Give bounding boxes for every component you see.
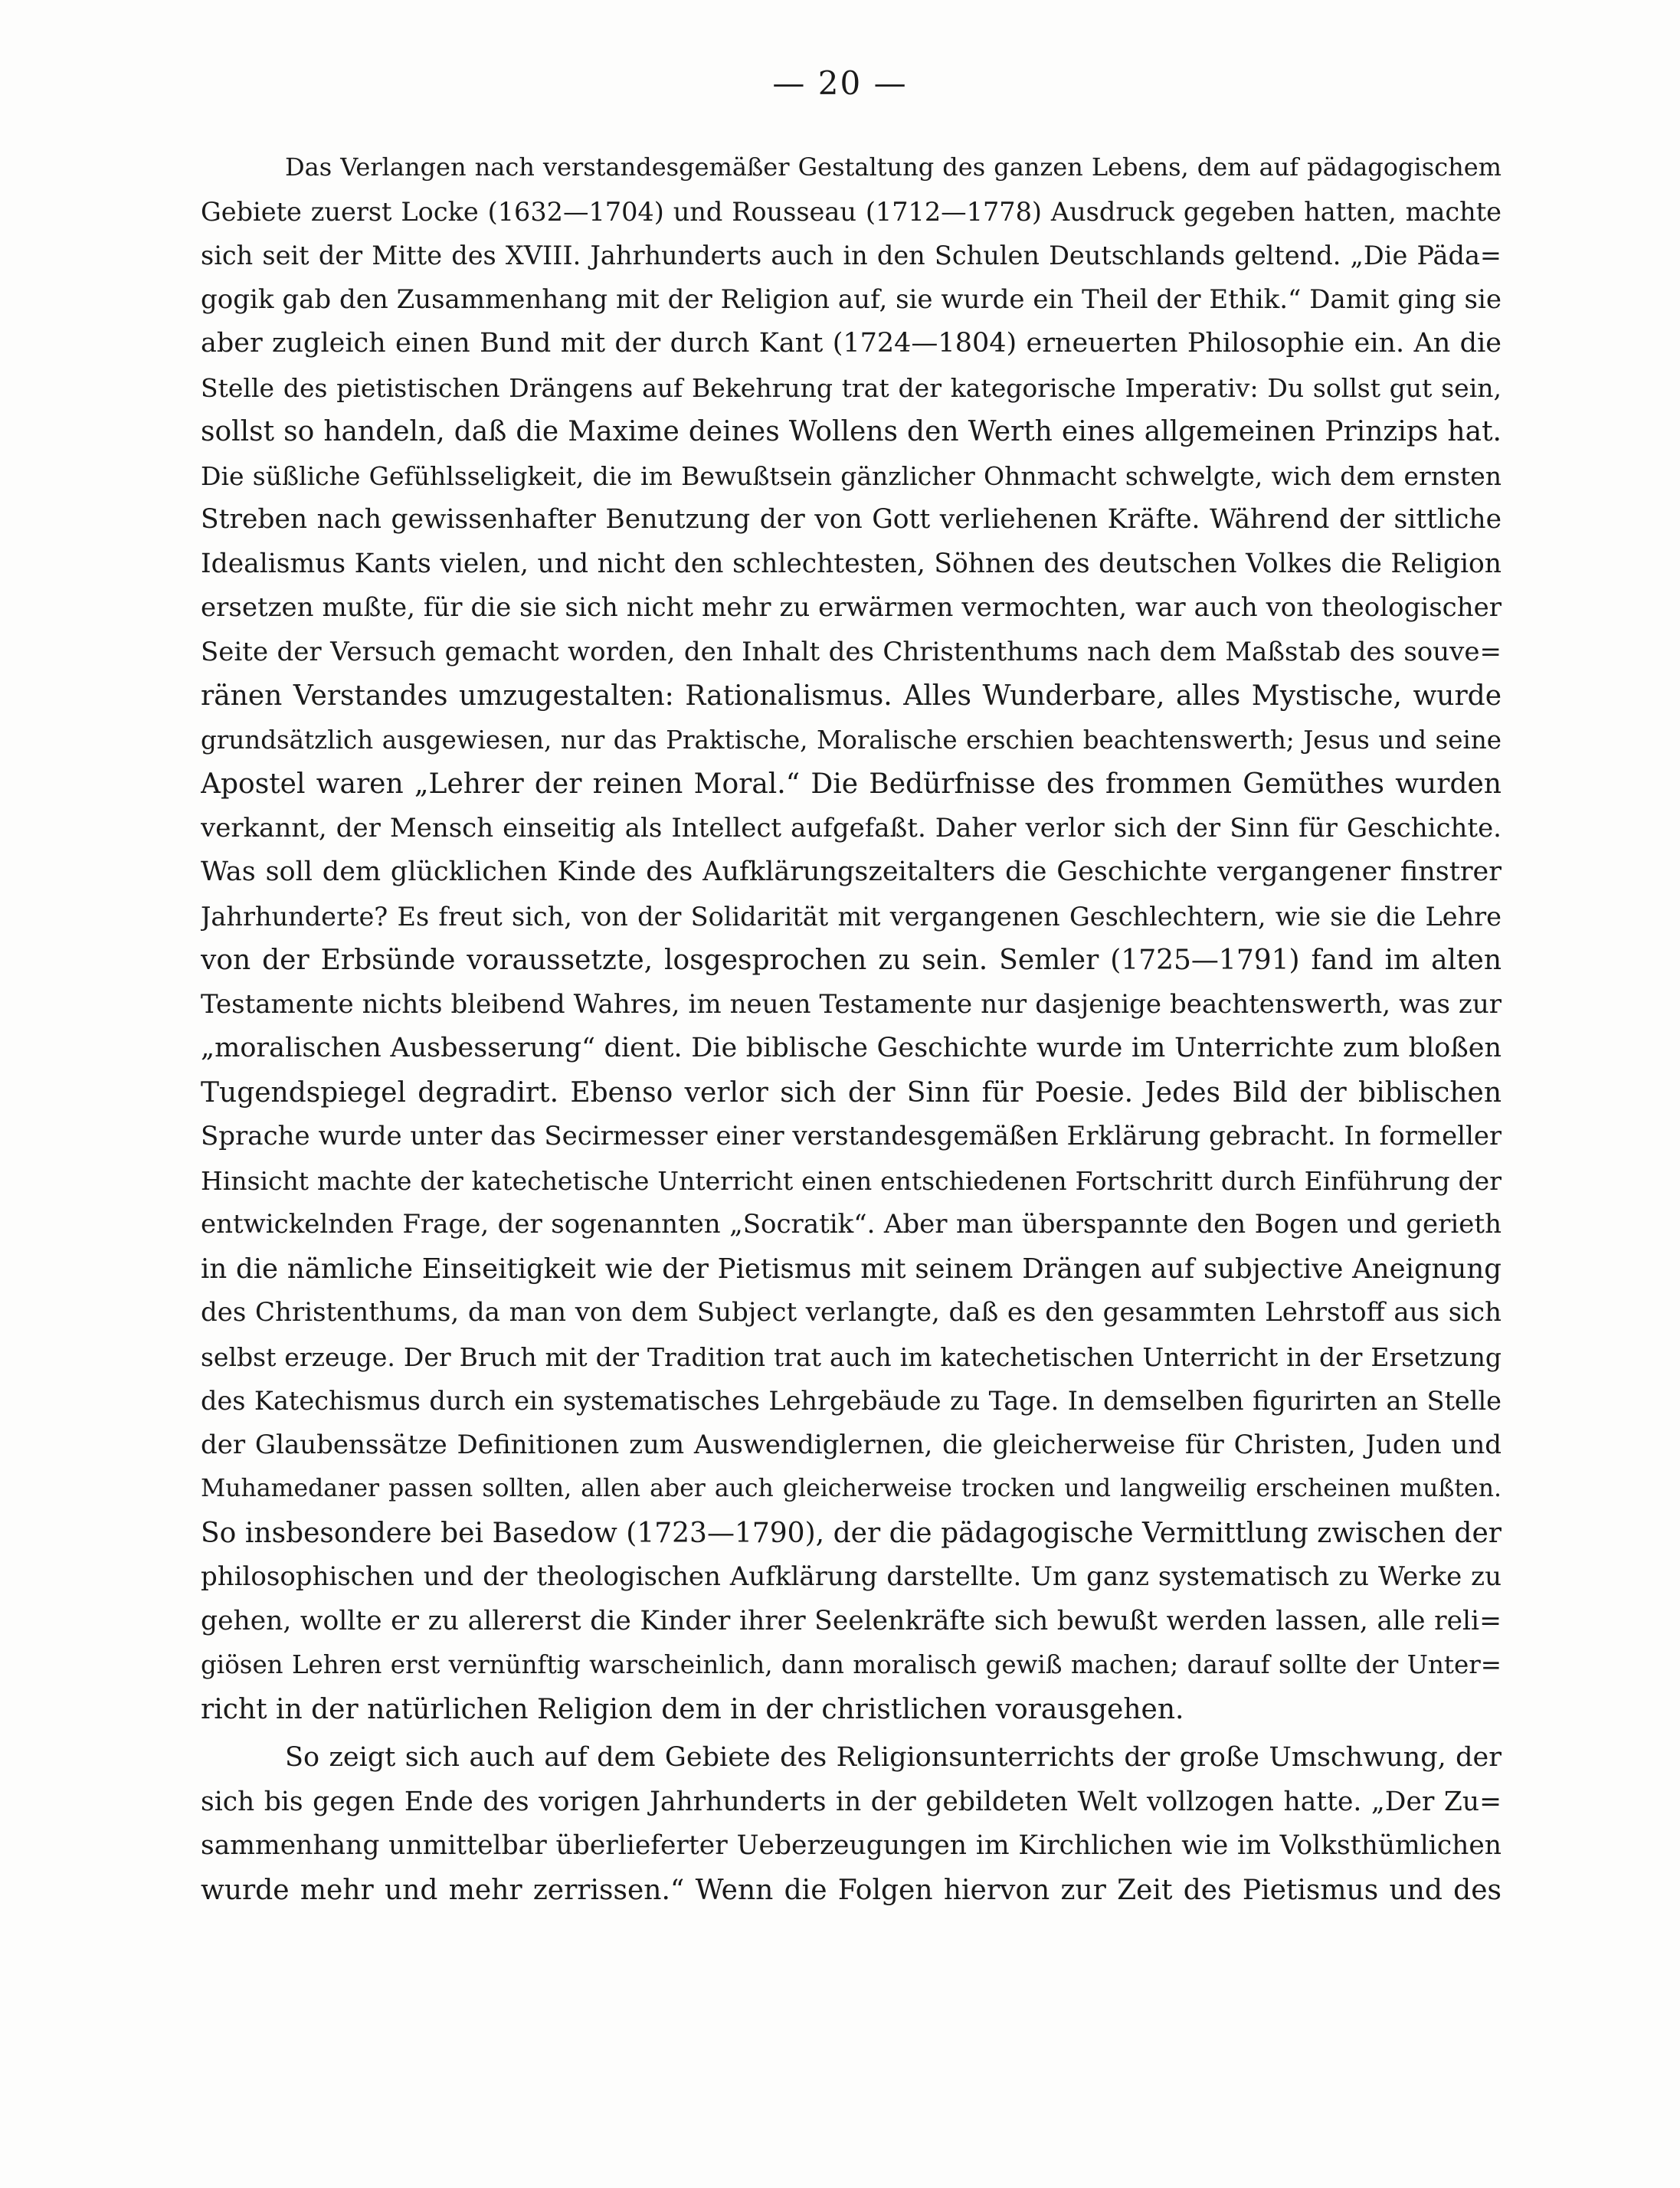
text-line: „moralischen Ausbesserung“ dient. Die biblische Geschichte wurde im Unterrichte zum bloßen — [201, 1033, 1502, 1063]
text-line: Idealismus Kants vielen, und nicht den schlechtesten, Söhnen des deutschen Volkes die Religion — [201, 548, 1502, 579]
text-line: gehen, wollte er zu allererst die Kinder ihrer Seelenkräfte sich bewußt werden lassen, alle reli= — [201, 1605, 1502, 1636]
text-line: ersetzen mußte, für die sie sich nicht mehr zu erwärmen vermochten, war auch von theologischer — [201, 592, 1502, 623]
text-line: grundsätzlich ausgewiesen, nur das Praktische, Moralische erschien beachtenswerth; Jesus und seine — [201, 725, 1502, 755]
text-line: So insbesondere bei Basedow (1723—1790), der die pädagogische Vermittlung zwischen der — [201, 1517, 1502, 1549]
text-line: Die süßliche Gefühlsseligkeit, die im Bewußtsein gänzlicher Ohnmacht schwelgte, wich dem ernsten — [201, 460, 1502, 491]
text-line: des Katechismus durch ein systematisches Lehrgebäude zu Tage. In demselben figurirten an Stelle — [201, 1386, 1502, 1416]
text-line: Muhamedaner passen sollten, allen aber auch gleicherweise trocken und langweilig erscheinen mußten. — [201, 1475, 1502, 1502]
text-line: aber zugleich einen Bund mit der durch Kant (1724—1804) erneuerten Philosophie ein. An die — [201, 328, 1502, 359]
text-line: Was soll dem glücklichen Kinde des Aufklärungszeitalters die Geschichte vergangener finstrer — [201, 857, 1502, 887]
text-line: ränen Verstandes umzugestalten: Rationalismus. Alles Wunderbare, alles Mystische, wurde — [201, 680, 1502, 712]
page-number: — 20 — — [772, 64, 908, 102]
text-line: sich seit der Mitte des XVIII. Jahrhunderts auch in den Schulen Deutschlands geltend. „Die Päda= — [201, 241, 1502, 270]
text-line: selbst erzeuge. Der Bruch mit der Tradition trat auch im katechetischen Unterricht in der Ersetzung — [201, 1341, 1502, 1372]
text-line: sollst so handeln, daß die Maxime deines Wollens den Werth eines allgemeinen Prinzips hat. — [201, 416, 1502, 447]
body-text — [201, 146, 1502, 1912]
text-line: in die nämliche Einseitigkeit wie der Pietismus mit seinem Drängen auf subjective Aneignung — [201, 1253, 1502, 1285]
text-line: sammenhang unmittelbar überlieferter Ueberzeugungen im Kirchlichen wie im Volksthümlichen — [201, 1830, 1502, 1861]
text-line: Hinsicht machte der katechetische Unterricht einen entschiedenen Fortschritt durch Einführung der — [201, 1165, 1502, 1196]
text-line: sich bis gegen Ende des vorigen Jahrhunderts in der gebildeten Welt vollzogen hatte. „Der Zu= — [201, 1786, 1502, 1817]
text-line: Sprache wurde unter das Secirmesser einer verstandesgemäßen Erklärung gebracht. In formeller — [201, 1121, 1502, 1151]
text-line: richt in der natürlichen Religion dem in der christlichen vorausgehen. — [201, 1693, 1184, 1725]
text-line: Apostel waren „Lehrer der reinen Moral.“ Die Bedürfnisse des frommen Gemüthes wurden — [201, 768, 1502, 800]
text-line: Tugendspiegel degradirt. Ebenso verlor sich der Sinn für Poesie. Jedes Bild der biblischen — [201, 1076, 1502, 1109]
text-line: wurde mehr und mehr zerrissen.“ Wenn die Folgen hiervon zur Zeit des Pietismus und des — [201, 1874, 1502, 1906]
text-line: der Glaubenssätze Definitionen zum Auswendiglernen, die gleicherweise für Christen, Juden und — [201, 1429, 1502, 1460]
text-line: So zeigt sich auch auf dem Gebiete des Religionsunterrichts der große Umschwung, der — [285, 1742, 1502, 1773]
text-line: Seite der Versuch gemacht worden, den Inhalt des Christenthums nach dem Maßstab des souve= — [201, 636, 1502, 667]
text-line: Das Verlangen nach verstandesgemäßer Gestaltung des ganzen Lebens, dem auf pädagogischem — [285, 152, 1502, 182]
text-line: philosophischen und der theologischen Aufklärung darstellte. Um ganz systematisch zu Werke zu — [201, 1561, 1502, 1592]
text-line: verkannt, der Mensch einseitig als Intellect aufgefaßt. Daher verlor sich der Sinn für Geschichte. — [201, 812, 1502, 843]
text-line: des Christenthums, da man von dem Subject verlangte, daß es den gesammten Lehrstoff aus sich — [201, 1297, 1502, 1328]
text-line: von der Erbsünde voraussetzte, losgesprochen zu sein. Semler (1725—1791) fand im alten — [201, 945, 1502, 976]
text-line: Streben nach gewissenhafter Benutzung der von Gott verliehenen Kräfte. Während der sittliche — [201, 504, 1502, 535]
text-line: Testamente nichts bleibend Wahres, im neuen Testamente nur dasjenige beachtenswerth, was zur — [201, 988, 1502, 1020]
text-line: giösen Lehren erst vernünftig warscheinlich, dann moralisch gewiß machen; darauf sollte der Unter= — [201, 1650, 1502, 1679]
text-line: Gebiete zuerst Locke (1632—1704) und Rousseau (1712—1778) Ausdruck gegeben hatten, machte — [201, 196, 1502, 227]
text-line: Jahrhunderte? Es freut sich, von der Solidarität mit vergangenen Geschlechtern, wie sie die Lehre — [201, 901, 1502, 932]
text-line: Stelle des pietistischen Drängens auf Bekehrung trat der kategorische Imperativ: Du sollst gut sein, — [201, 372, 1502, 403]
text-line: gogik gab den Zusammenhang mit der Religion auf, sie wurde ein Theil der Ethik.“ Damit ging sie — [201, 283, 1502, 315]
text-line: entwickelnden Frage, der sogenannten „Socratik“. Aber man überspannte den Bogen und gerieth — [201, 1209, 1502, 1240]
